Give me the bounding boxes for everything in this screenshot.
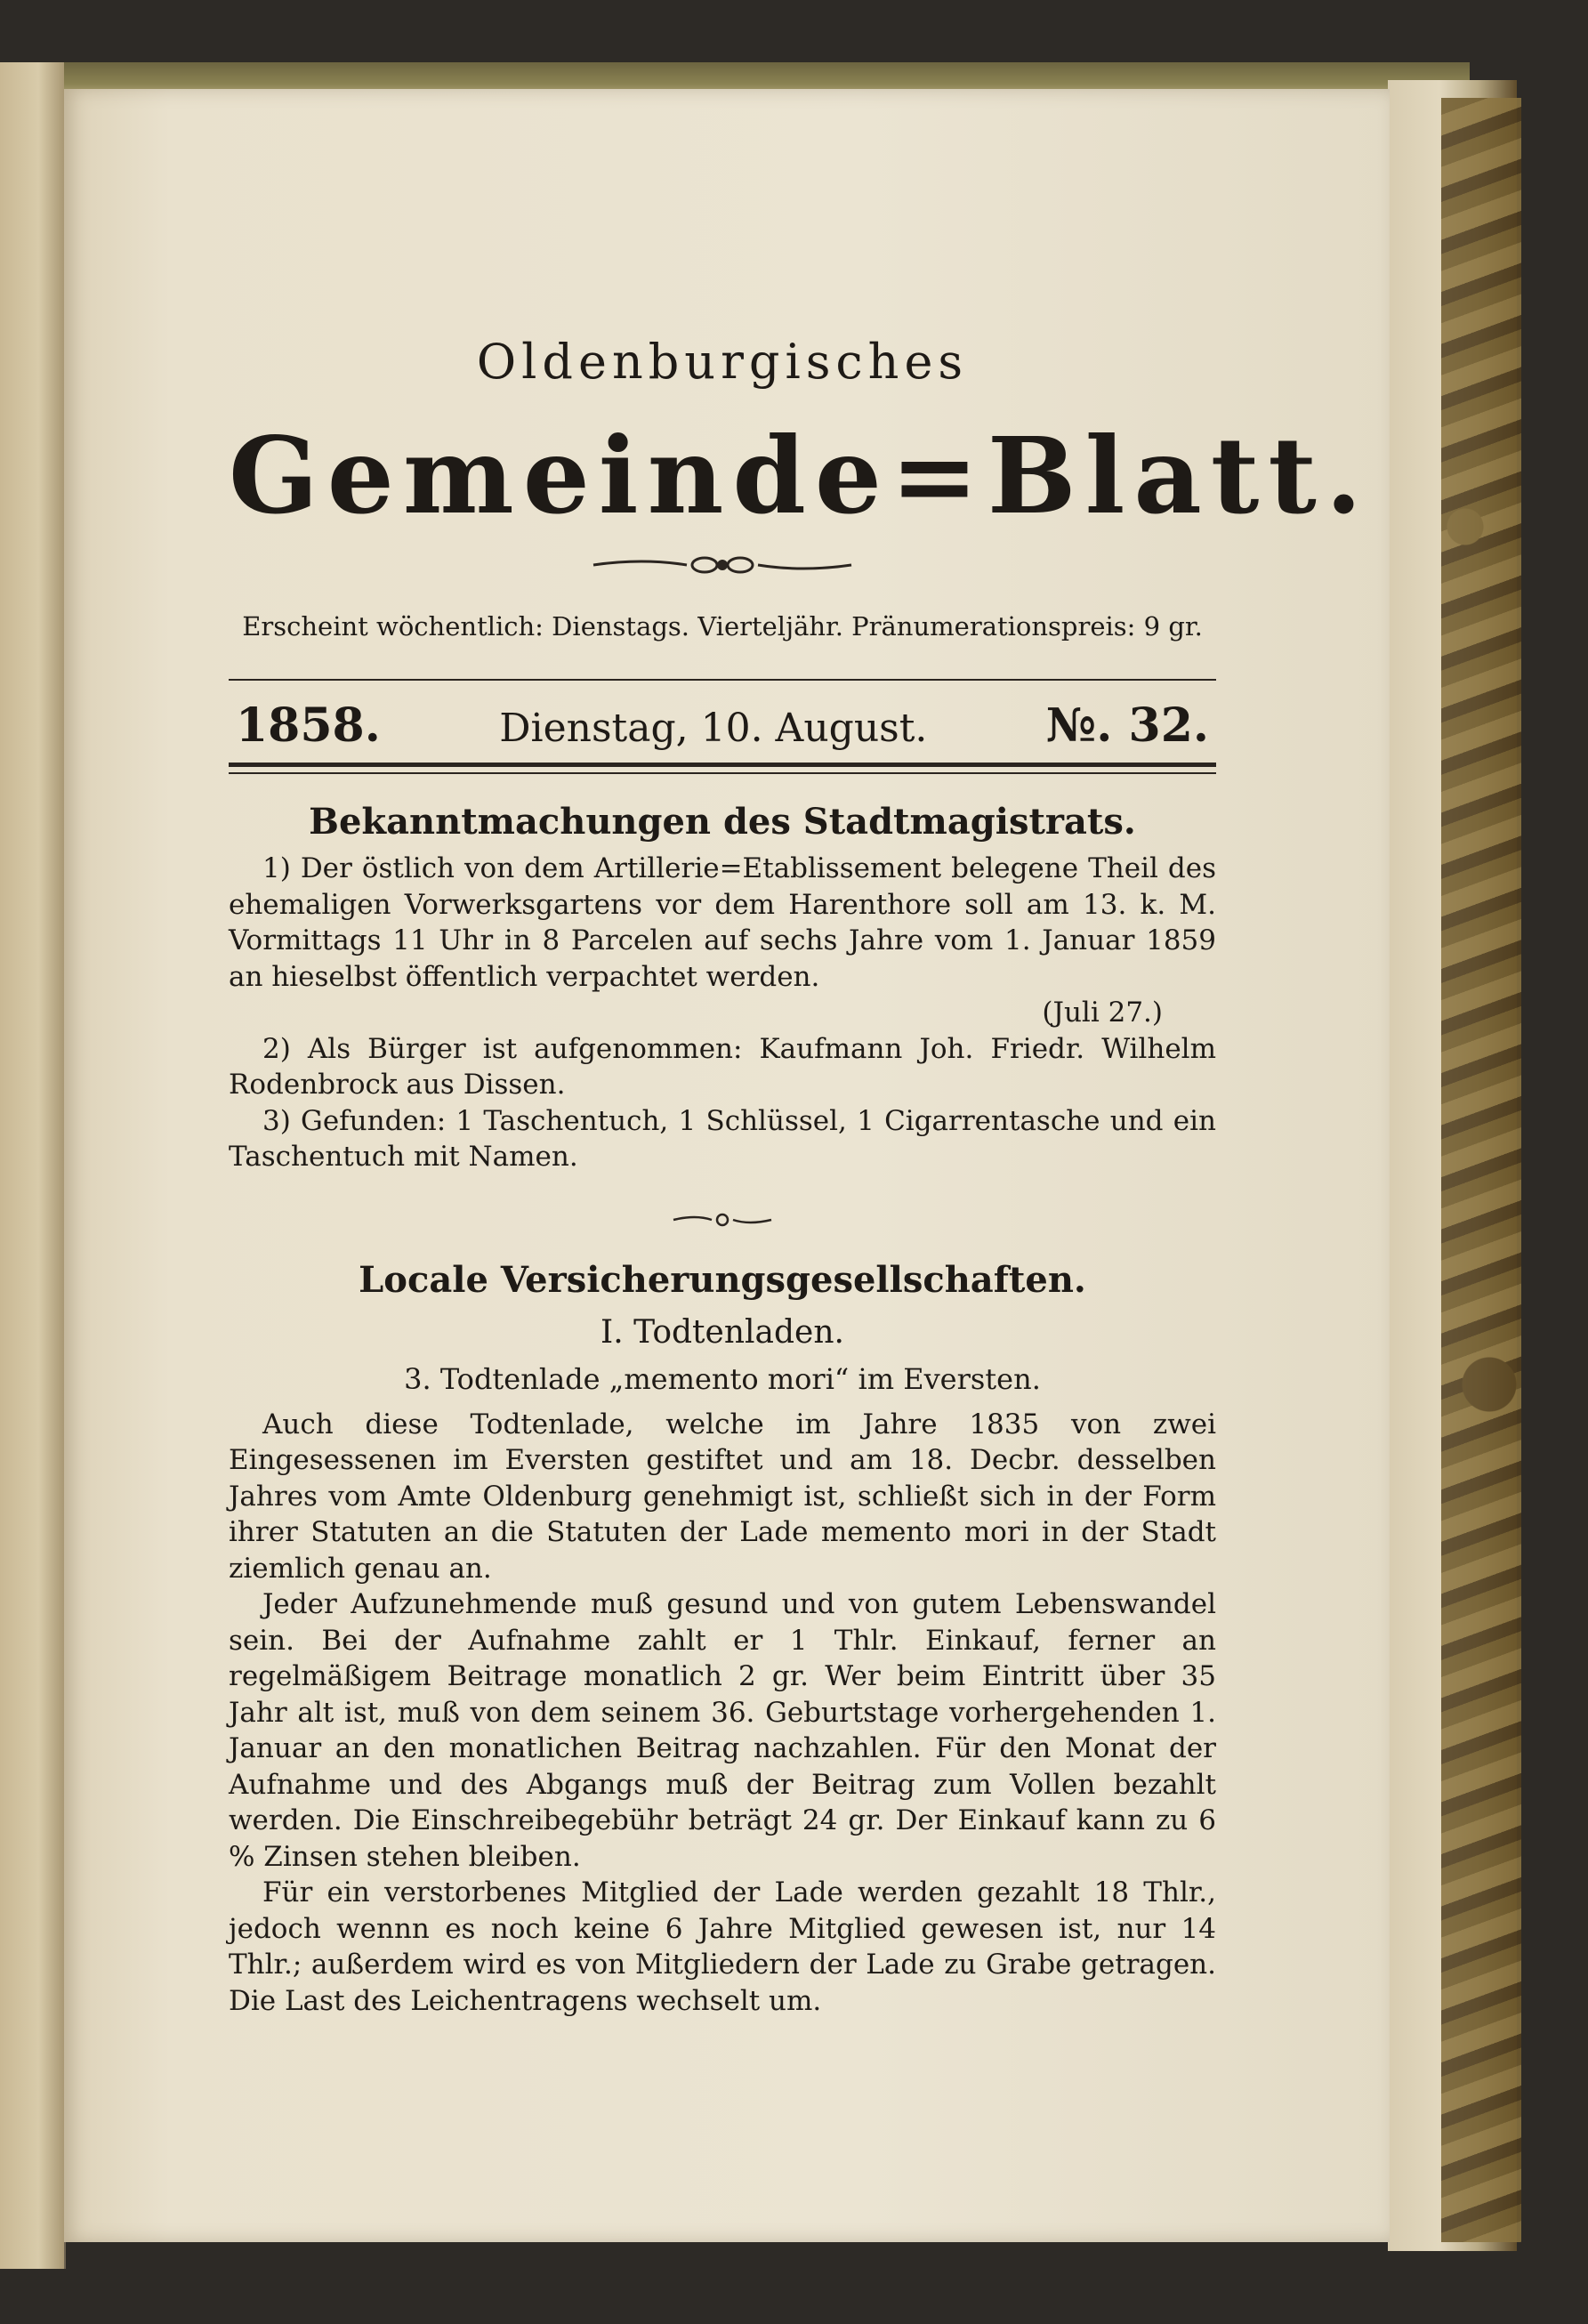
notice-2: 2) Als Bürger ist aufgenommen: Kaufmann Joh. Friedr. Wilhelm Rodenbrock aus Dissen.	[229, 1032, 1216, 1101]
newspaper-page	[64, 89, 1390, 2242]
article-paragraph-3: Für ein verstorbenes Mitglied der Lade werden gezahlt 18 Thlr., jedoch wennn es noch keine 6 Jahre Mitglied gewesen ist, nur 14 Thlr.; außerdem wird es von Mitgliedern der Lade zu Grabe getragen. Die Last des Leichentragens wechselt um.	[229, 1876, 1216, 2017]
left-page-edge	[0, 62, 66, 2269]
notice-1: 1) Der östlich von dem Artillerie=Etablissement belegene Theil des ehemaligen Vorwerksgartens vor dem Harenthore soll am 13. k. M. Vormittags 11 Uhr in 8 Parcelen auf sechs Jahre vom 1. Januar 1859 an hieselbst öffentlich verpachtet werden.	[229, 852, 1216, 993]
ornament-divider-icon	[589, 554, 856, 576]
dateline	[229, 698, 1216, 752]
rule-thin	[229, 679, 1216, 681]
article-paragraph-2: Jeder Aufzunehmende muß gesund und von gutem Lebenswandel sein. Bei der Aufnahme zahlt er 1 Thlr. Einkauf, ferner an regelmäßigem Beitrage monatlich 2 gr. Wer beim Eintritt über 35 Jahr alt ist, muß von dem seinem 36. Geburtstage vorhergehenden 1. Januar an den monatlichen Beitrag nachzahlen. Für den Monat der Aufnahme und des Abgangs muß der Beitrag zum Vollen bezahlt werden. Die Einschreibegebühr beträgt 24 gr. Der Einkauf kann zu 6 % Zinsen stehen bleiben.	[229, 1588, 1216, 1873]
small-ornament-icon	[669, 1211, 776, 1229]
marbled-cover	[1441, 98, 1521, 2242]
issue-number: №. 32.	[1045, 698, 1209, 753]
section-title-versicherung: Locale Versicherungsgesellschaften.	[359, 1258, 1086, 1301]
masthead-big-title: Gemeinde=Blatt.	[229, 414, 1371, 537]
rule-double	[229, 763, 1216, 774]
article-paragraph-1: Auch diese Todtenlade, welche im Jahre 1835 von zwei Eingesessenen im Eversten gestiftet und am 18. Decbr. desselben Jahres vom Amte Oldenburg genehmigt ist, schließt sich in der Form ihrer Statuten an die Statuten der Lade memento mori in der Stadt ziemlich genau an.	[229, 1408, 1216, 1585]
page-content	[229, 249, 1371, 2019]
issue-year: 1858.	[236, 698, 381, 753]
section-title-magistrat: Bekanntmachungen des Stadtmagistrats.	[309, 801, 1136, 843]
notice-3: 3) Gefunden: 1 Taschentuch, 1 Schlüssel, 1 Cigarrentasche und ein Taschentuch mit Namen.	[229, 1104, 1216, 1173]
subsubsection-title: 3. Todtenlade „memento mori“ im Eversten.	[404, 1361, 1041, 1396]
subsection-title: I. Todtenladen.	[601, 1313, 844, 1351]
publication-subline: Erscheint wöchentlich: Dienstags. Vierteljähr. Pränumerationspreis: 9 gr.	[242, 611, 1203, 642]
notice-1-date: (Juli 27.)	[1042, 997, 1163, 1029]
masthead-small-title: Oldenburgisches	[476, 334, 969, 390]
issue-date: Dienstag, 10. August.	[499, 706, 928, 751]
